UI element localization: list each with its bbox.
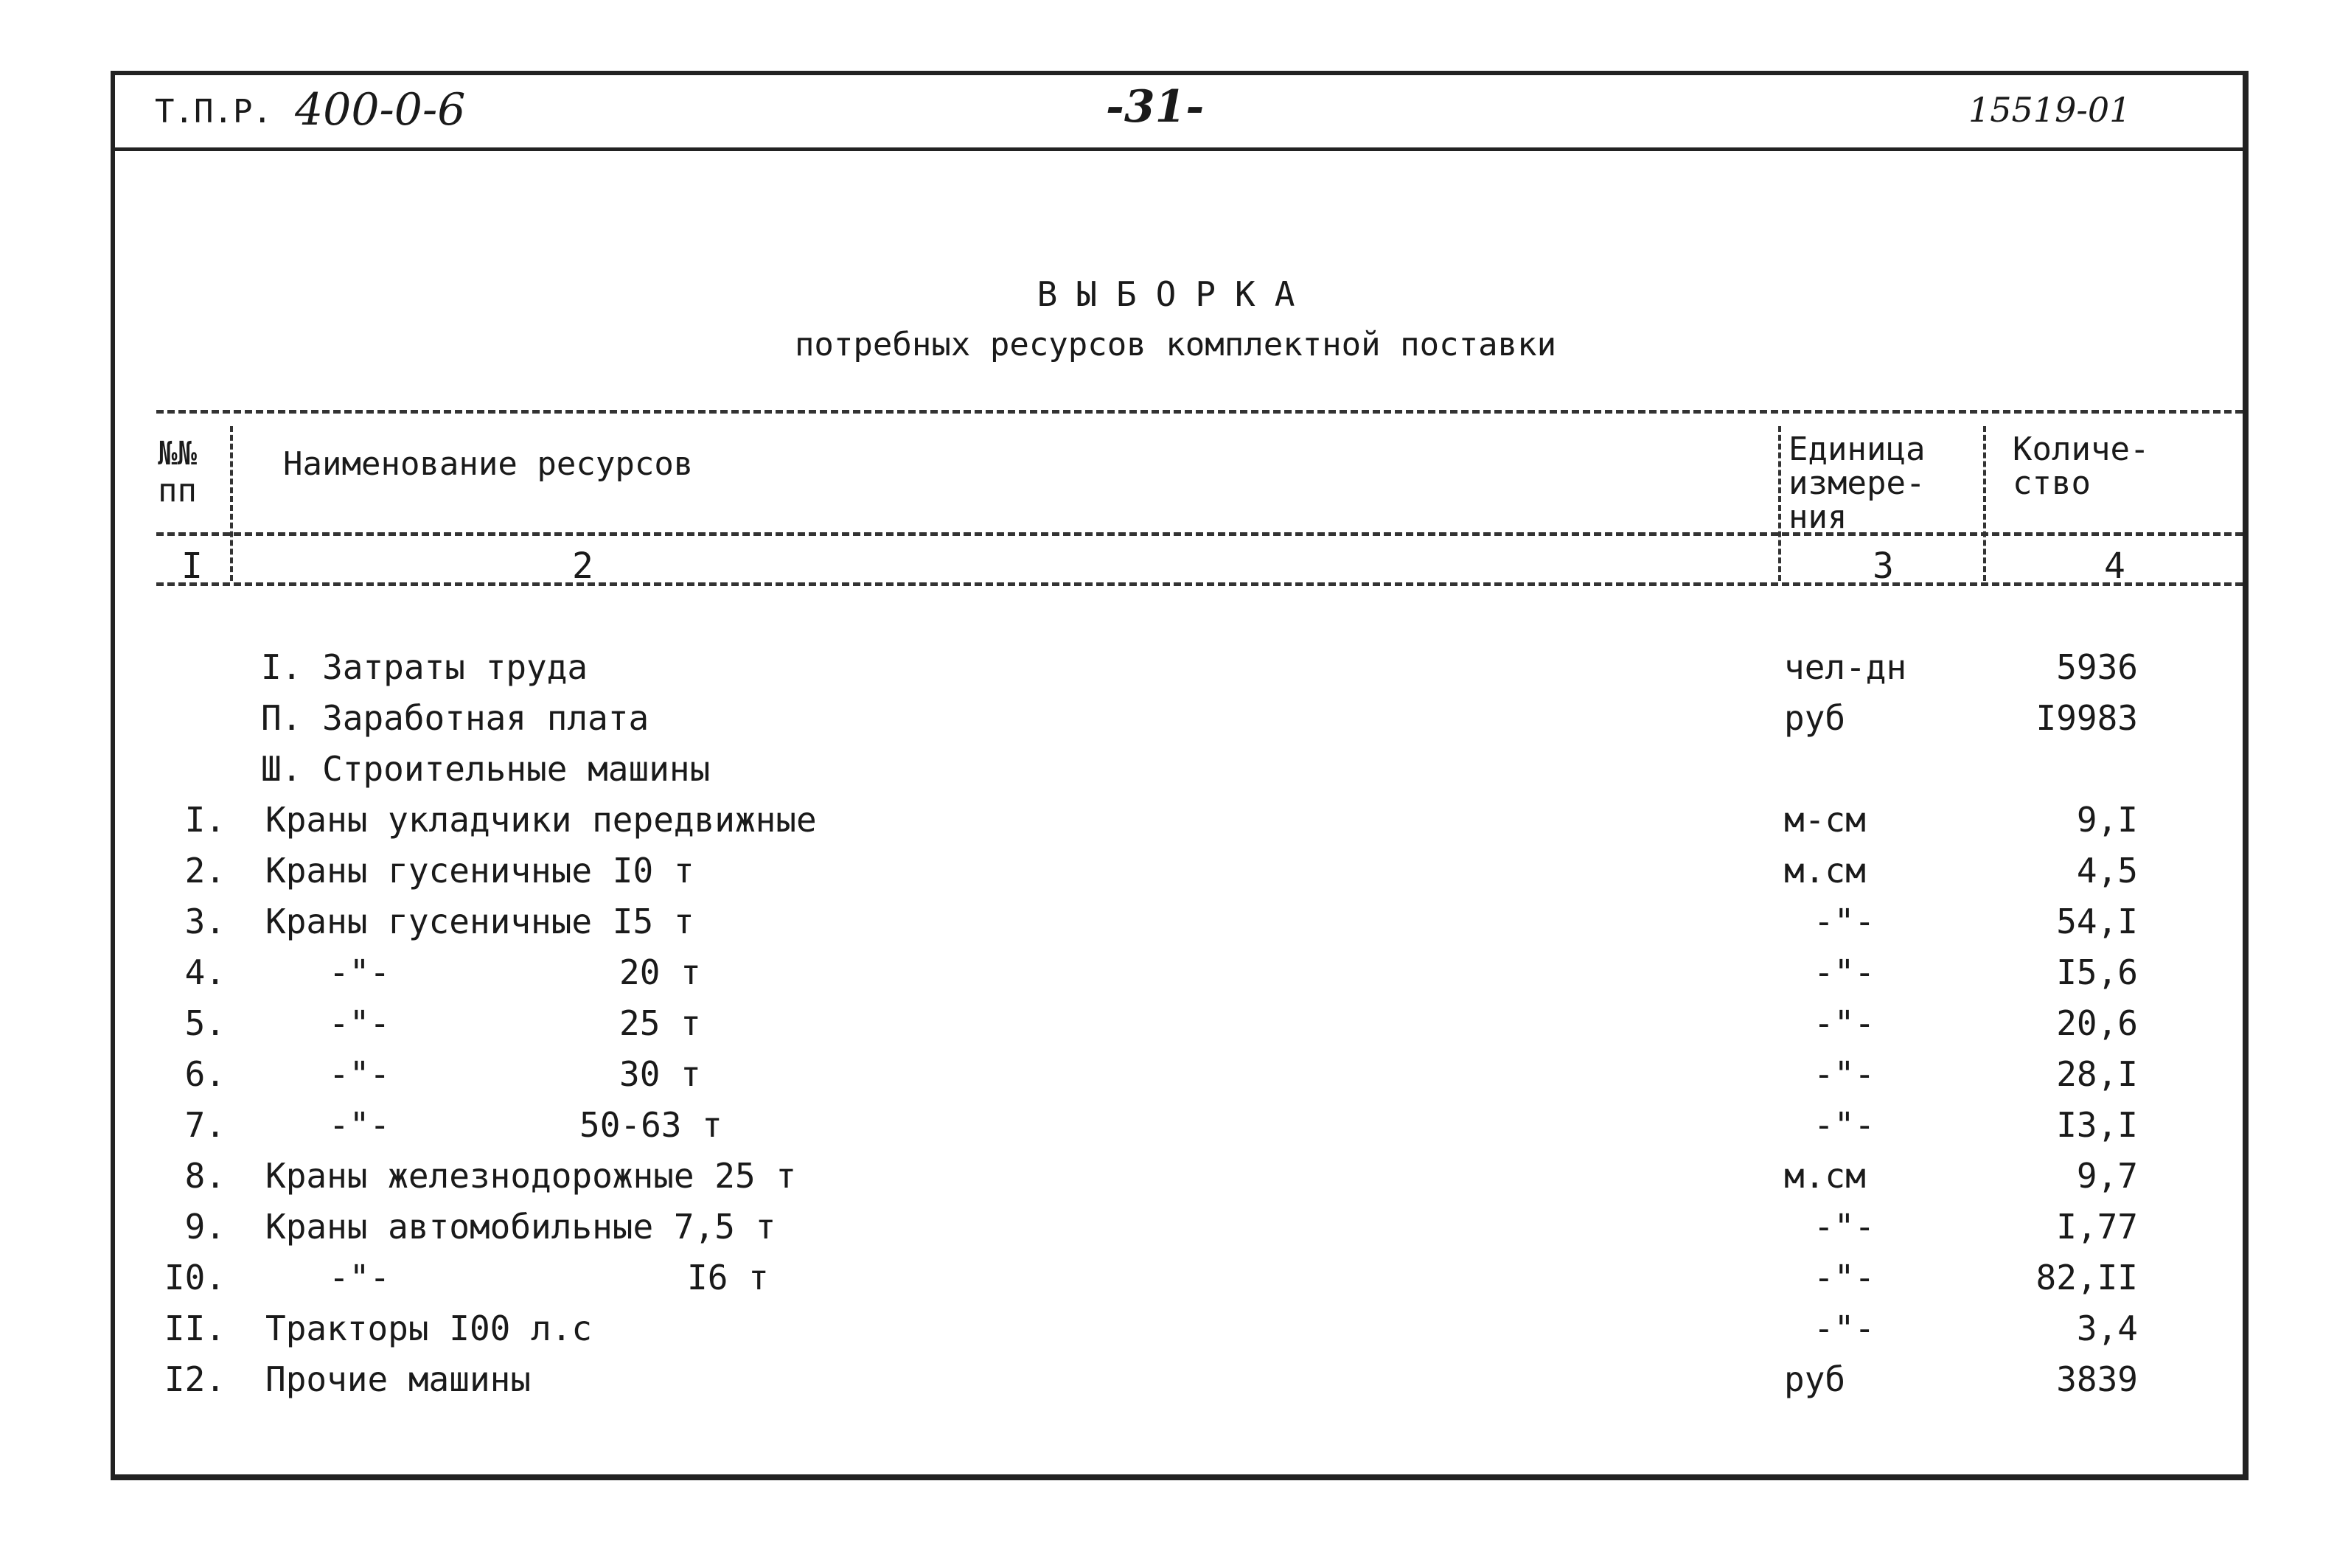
row-unit: -"-: [1814, 1309, 1875, 1348]
row-quantity: 20,6: [2056, 1003, 2138, 1043]
header-num-line1: №№: [158, 435, 197, 473]
row-name: Ш. Строительные машины: [261, 749, 711, 789]
col-number-4: 4: [2104, 546, 2125, 587]
row-unit: м-см: [1784, 800, 1866, 840]
row-name-tail: 50-63 т: [579, 1105, 722, 1145]
col-number-3: 3: [1873, 546, 1894, 587]
row-quantity: 3,4: [2076, 1309, 2138, 1348]
page-number: -31-: [1106, 81, 1205, 133]
header-num-line2: пп: [158, 472, 197, 509]
row-unit: -"-: [1814, 1003, 1875, 1043]
header-unit-line3: ния: [1788, 498, 1847, 536]
row-name: Краны автомобильные 7,5 т: [265, 1207, 776, 1247]
row-unit: -"-: [1814, 1258, 1875, 1297]
row-name: -"-: [329, 1105, 391, 1145]
row-name: Краны железнодорожные 25 т: [265, 1156, 797, 1196]
row-unit: -"-: [1814, 1207, 1875, 1247]
row-quantity: 82,II: [2035, 1258, 2138, 1297]
row-name: Тракторы I00 л.с: [265, 1309, 593, 1348]
row-name: П. Заработная плата: [261, 698, 649, 738]
row-quantity: 9,7: [2076, 1156, 2138, 1196]
row-unit: чел-дн: [1784, 647, 1907, 687]
row-name: -"-: [329, 1003, 391, 1043]
row-name-tail: 20 т: [619, 952, 701, 992]
row-name: -"-: [329, 1054, 391, 1094]
row-unit: руб: [1784, 698, 1846, 738]
stamp-project-number: 400-0-6: [295, 84, 466, 136]
row-unit: -"-: [1814, 1105, 1875, 1145]
row-number: 7.: [184, 1105, 226, 1145]
row-unit: -"-: [1814, 1054, 1875, 1094]
col-separator-1: [230, 426, 233, 581]
header-unit-line2: измере-: [1788, 464, 1926, 502]
row-number: I.: [184, 800, 226, 840]
row-number: I2.: [164, 1359, 226, 1399]
header-name: Наименование ресурсов: [283, 445, 694, 483]
row-number: 8.: [184, 1156, 226, 1196]
col-number-2: 2: [572, 546, 593, 587]
row-name-tail: I6 т: [687, 1258, 769, 1297]
row-quantity: I,77: [2056, 1207, 2138, 1247]
header-qty-line2: ство: [2013, 464, 2091, 502]
row-quantity: 28,I: [2056, 1054, 2138, 1094]
row-name-tail: 30 т: [619, 1054, 701, 1094]
header-unit-line1: Единица: [1788, 431, 1926, 468]
col-separator-3: [1983, 426, 1986, 581]
row-name: Краны гусеничные I0 т: [265, 851, 694, 891]
row-unit: руб: [1784, 1359, 1846, 1399]
row-name: Краны укладчики передвижные: [265, 800, 817, 840]
row-name: I. Затраты труда: [261, 647, 588, 687]
table-colnum-rule: [156, 582, 2243, 586]
header-divider: [111, 147, 2249, 151]
row-unit: -"-: [1814, 902, 1875, 941]
row-quantity: I9983: [2035, 698, 2138, 738]
stamp-series: Т.П.Р.: [155, 93, 272, 130]
row-quantity: 3839: [2056, 1359, 2138, 1399]
row-number: 4.: [184, 952, 226, 992]
table-header-rule: [156, 532, 2243, 536]
col-separator-2: [1778, 426, 1781, 581]
row-number: 3.: [184, 902, 226, 941]
row-name: -"-: [329, 952, 391, 992]
row-quantity: I5,6: [2056, 952, 2138, 992]
row-number: 2.: [184, 851, 226, 891]
row-number: I0.: [164, 1258, 226, 1297]
row-name: -"-: [329, 1258, 391, 1297]
row-name-tail: 25 т: [619, 1003, 701, 1043]
row-number: 5.: [184, 1003, 226, 1043]
row-quantity: 54,I: [2056, 902, 2138, 941]
row-number: 6.: [184, 1054, 226, 1094]
row-quantity: I3,I: [2056, 1105, 2138, 1145]
col-number-1: I: [181, 546, 203, 587]
table-top-rule: [156, 410, 2243, 414]
row-name: Прочие машины: [265, 1359, 532, 1399]
document-title: ВЫБОРКА: [1037, 274, 1314, 314]
row-unit: м.см: [1784, 851, 1866, 891]
row-quantity: 9,I: [2076, 800, 2138, 840]
row-number: II.: [164, 1309, 226, 1348]
document-subtitle: потребных ресурсов комплектной поставки: [794, 326, 1557, 363]
row-quantity: 4,5: [2076, 851, 2138, 891]
row-unit: -"-: [1814, 952, 1875, 992]
row-name: Краны гусеничные I5 т: [265, 902, 694, 941]
header-qty-line1: Количе-: [2013, 431, 2150, 468]
document-code: 15519-01: [1968, 90, 2131, 130]
row-quantity: 5936: [2056, 647, 2138, 687]
row-number: 9.: [184, 1207, 226, 1247]
row-unit: м.см: [1784, 1156, 1866, 1196]
